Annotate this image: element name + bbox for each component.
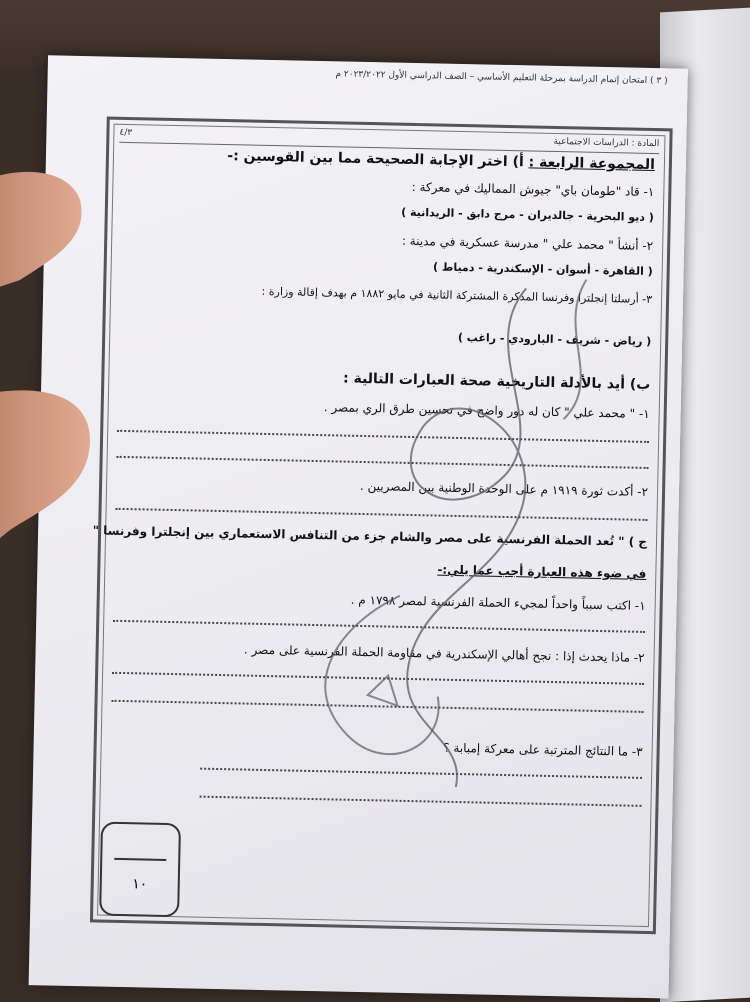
score-total: ١٠ bbox=[132, 876, 148, 893]
exam-header: ( ٣ ) امتحان إتمام الدراسة بمرحلة التعليم الأساسي – الصف الدراسي الأول ٢٠٢٣/٢٠٢٢ م bbox=[335, 69, 668, 87]
question-a1: ١- قاد "طومان باي" جيوش المماليك في معركة : bbox=[411, 179, 655, 200]
group-label: المجموعة الرابعة : bbox=[528, 154, 656, 174]
question-a1-options: ( ديو البحرية - جالديران - مرج دابق - الريدانية ) bbox=[401, 205, 654, 225]
section-b-item-1: ١- " محمد علي " كان له دور واضح في تحسين طرق الري بمصر . bbox=[323, 400, 650, 421]
section-b-item-2: ٢- أكدت ثورة ١٩١٩ م على الوحدة الوطنية بين المصريين . bbox=[359, 478, 649, 499]
question-a3-options: ( رياض - شريف - البارودي - راغب ) bbox=[457, 330, 652, 348]
score-line bbox=[114, 858, 166, 861]
group-instruction: أ) اختر الإجابة الصحيحة مما بين القوسين :- bbox=[227, 148, 524, 171]
hand-holding-paper bbox=[0, 150, 110, 670]
section-c-item-2: ٢- ماذا يحدث إذا : نجح أهالي الإسكندرية في مقاومة الحملة الفرنسية على مصر . bbox=[243, 642, 645, 665]
question-a3: ٣- أرسلتا إنجلترا وفرنسا المذكرة المشتركة الثانية في مايو ١٨٨٢ م بهدف إقالة وزارة : bbox=[261, 284, 653, 307]
exam-page bbox=[29, 55, 688, 998]
section-c-item-1: ١- اكتب سبباً واحداً لمجيء الحملة الفرنسية لمصر ١٧٩٨ م . bbox=[350, 592, 646, 613]
question-a2: ٢- أنشأ " محمد علي " مدرسة عسكرية في مدينة : bbox=[401, 233, 654, 254]
question-frame bbox=[90, 117, 673, 935]
section-b-title: ب) أيد بالأدلة التاريخية صحة العبارات التالية : bbox=[342, 370, 651, 393]
page-number: ٤/٣ bbox=[119, 127, 133, 139]
section-c-quote: ج ) " تُعد الحملة الفرنسية على مصر والشام جزء من التنافس الاستعماري بين إنجلترا وفرنسا " bbox=[92, 523, 648, 549]
section-c-item-3: ٣- ما النتائج المترتبة على معركة إمبابة ؟ bbox=[443, 740, 643, 759]
pencil-scribble bbox=[215, 262, 627, 830]
question-a2-options: ( القاهرة - أسوان - الإسكندرية - دمياط ) bbox=[432, 260, 653, 279]
score-box bbox=[99, 822, 181, 918]
section-c-prompt: في ضوء هذه العبارة أجب عما يلي:- bbox=[437, 562, 647, 581]
subject-label: المادة : الدراسات الاجتماعية bbox=[553, 136, 660, 150]
